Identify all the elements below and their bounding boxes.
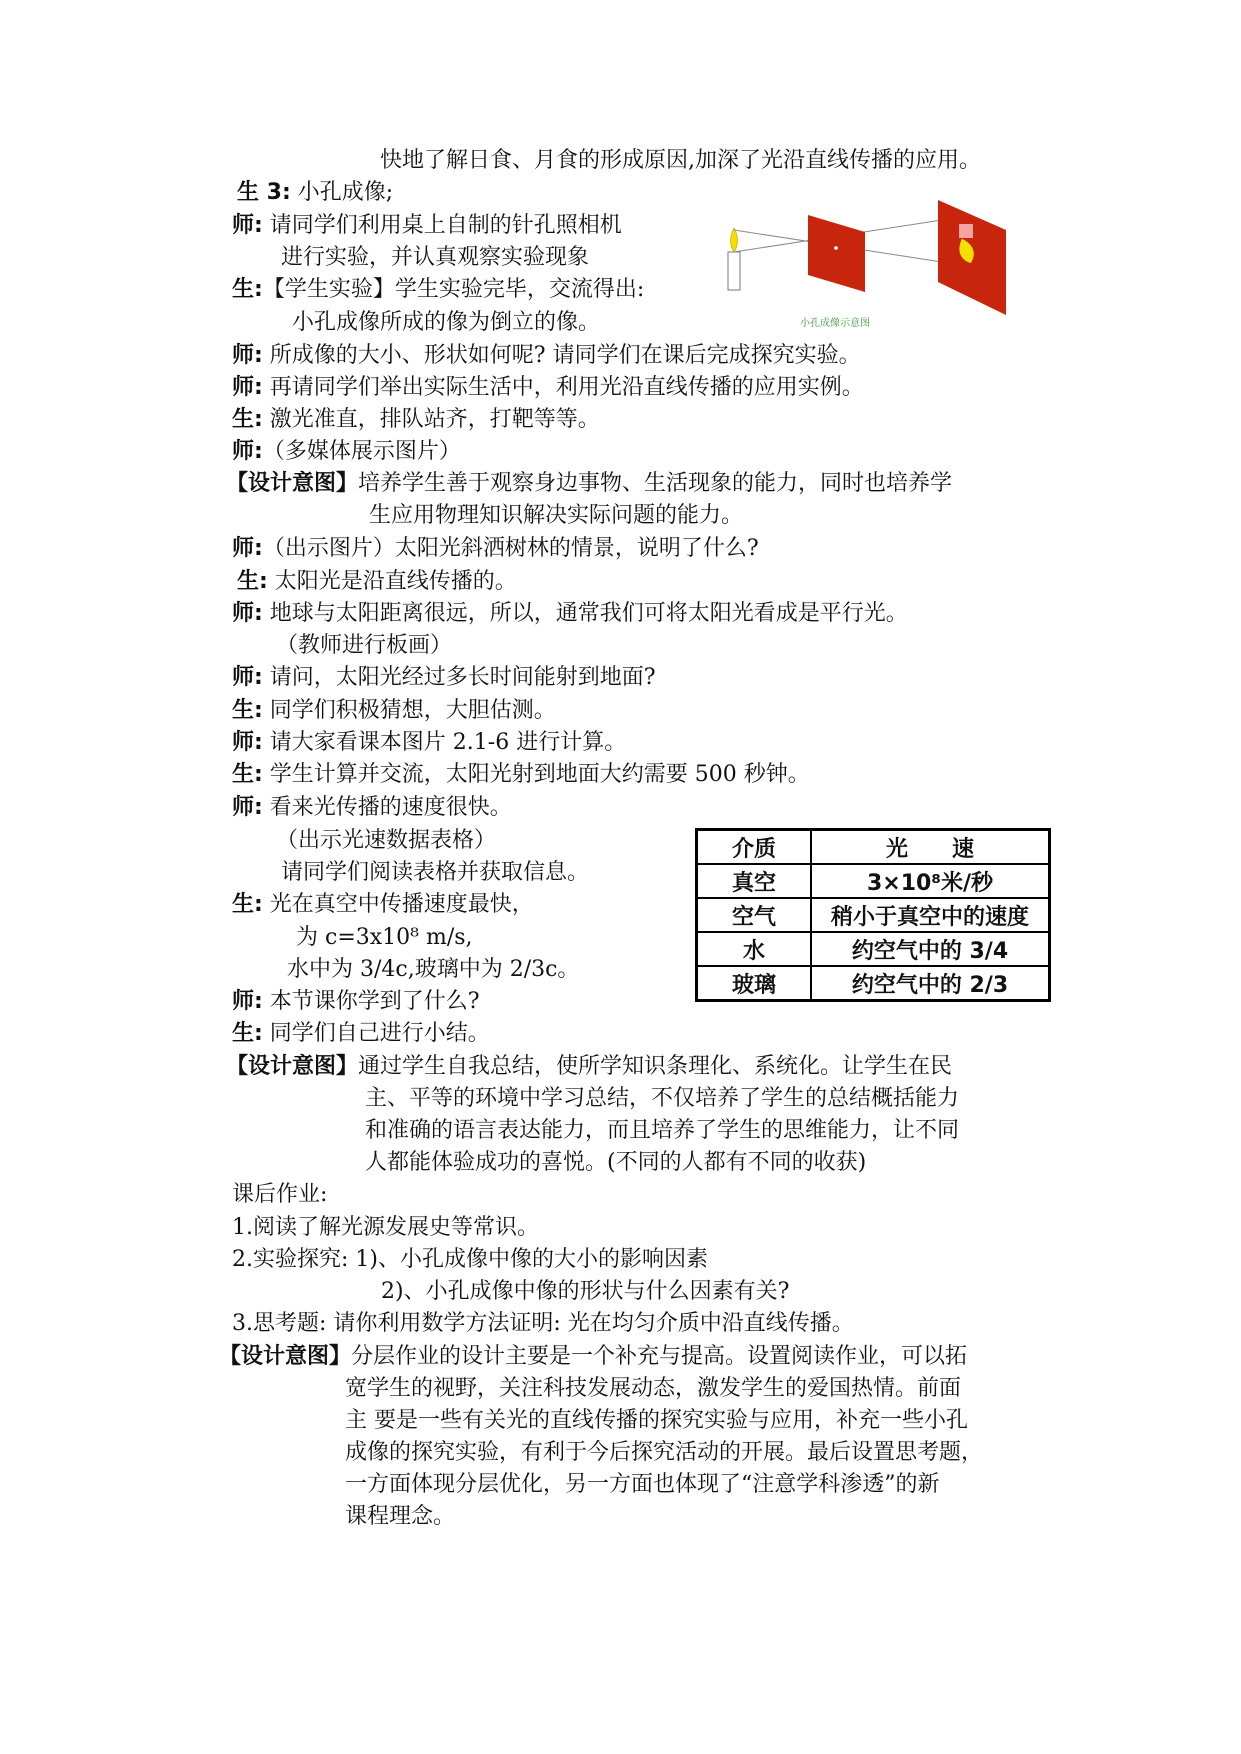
line-18: 师: 请大家看课本图片 2.1-6 进行计算。 — [232, 730, 627, 755]
speaker-label: 生: — [232, 892, 263, 917]
line-34: 2.实验探究: 1)、小孔成像中像的大小的影响因素 — [232, 1247, 708, 1272]
line-3: 进行实验，并认真观察实验现象 — [281, 245, 590, 270]
line-1: 生 3: 小孔成像; — [237, 180, 394, 205]
table-row — [697, 932, 1050, 966]
line-21: （出示光速数据表格） — [276, 828, 497, 853]
table-cell: 玻璃 — [697, 966, 812, 1001]
speaker-label: 生: — [232, 277, 263, 302]
table-row — [697, 898, 1050, 932]
line-13: 生: 太阳光是沿直线传播的。 — [237, 569, 517, 594]
table-header-cell: 介质 — [697, 830, 812, 865]
light-speed-table — [695, 828, 1051, 1002]
speaker-label: 师: — [232, 213, 263, 238]
table-row — [697, 864, 1050, 898]
speaker-label: 生: — [232, 762, 263, 787]
line-25: 水中为 3/4c,玻璃中为 2/3c。 — [287, 957, 580, 982]
speaker-label: 师: — [232, 343, 263, 368]
speaker-label: 生: — [232, 698, 263, 723]
line-4: 生:【学生实验】学生实验完毕，交流得出: — [232, 277, 645, 302]
line-28: 【设计意图】通过学生自我总结，使所学知识条理化、系统化。让学生在民 — [226, 1054, 953, 1079]
line-23: 生: 光在真空中传播速度最快， — [232, 892, 534, 917]
table-row — [697, 966, 1050, 1001]
table-cell: 空气 — [697, 898, 812, 932]
pinhole-imaging-figure — [720, 200, 1010, 330]
line-19: 生: 学生计算并交流，太阳光射到地面大约需要 500 秒钟。 — [232, 762, 810, 787]
line-29: 主、平等的环境中学习总结，不仅培养了学生的总结概括能力 — [365, 1086, 960, 1111]
line-36: 3.思考题: 请你利用数学方法证明: 光在均匀介质中沿直线传播。 — [232, 1311, 854, 1336]
line-39: 主 要是一些有关光的直线传播的探究实验与应用，补充一些小孔 — [345, 1408, 968, 1433]
line-20: 师: 看来光传播的速度很快。 — [232, 795, 512, 820]
line-17: 生: 同学们积极猜想，大胆估测。 — [232, 698, 556, 723]
table-cell: 3×10⁸米/秒 — [811, 864, 1050, 898]
design-intent-label: 【设计意图】 — [226, 1054, 359, 1079]
line-9: 师:（多媒体展示图片） — [232, 439, 461, 464]
line-0: 快地了解日食、月食的形成原因,加深了光沿直线传播的应用。 — [380, 148, 981, 173]
line-37: 【设计意图】分层作业的设计主要是一个补充与提高。设置阅读作业，可以拓 — [219, 1344, 968, 1369]
line-10: 【设计意图】培养学生善于观察身边事物、生活现象的能力，同时也培养学 — [226, 471, 953, 496]
pinhole-screen — [808, 215, 865, 292]
line-16: 师: 请问，太阳光经过多长时间能射到地面? — [232, 665, 656, 690]
speaker-label: 师: — [232, 730, 263, 755]
speaker-label: 生: — [232, 407, 263, 432]
speaker-label: 师: — [232, 375, 263, 400]
speaker-label: 师: — [232, 795, 263, 820]
line-41: 一方面体现分层优化，另一方面也体现了“注意学科渗透”的新 — [345, 1472, 940, 1497]
line-35: 2)、小孔成像中像的形状与什么因素有关? — [381, 1279, 790, 1304]
table-cell: 稍小于真空中的速度 — [811, 898, 1050, 932]
line-5: 小孔成像所成的像为倒立的像。 — [292, 310, 601, 335]
line-24: 为 c=3x10⁸ m/s, — [296, 925, 473, 950]
speaker-label: 师: — [232, 601, 263, 626]
design-intent-label: 【设计意图】 — [226, 471, 359, 496]
line-2: 师: 请同学们利用桌上自制的针孔照相机 — [232, 213, 622, 238]
line-27: 生: 同学们自己进行小结。 — [232, 1021, 490, 1046]
line-12: 师:（出示图片）太阳光斜洒树林的情景，说明了什么? — [232, 536, 759, 561]
line-38: 宽学生的视野，关注科技发展动态，激发学生的爱国热情。前面 — [345, 1376, 962, 1401]
table-cell: 约空气中的 2/3 — [811, 966, 1050, 1001]
line-8: 生: 激光准直，排队站齐，打靶等等。 — [232, 407, 600, 432]
line-32: 课后作业: — [232, 1182, 328, 1207]
line-26: 师: 本节课你学到了什么? — [232, 989, 480, 1014]
table-header-cell: 光 速 — [811, 830, 1050, 865]
table-cell: 水 — [697, 932, 812, 966]
table-cell: 真空 — [697, 864, 812, 898]
speaker-label: 生 3: — [237, 180, 291, 205]
line-42: 课程理念。 — [345, 1504, 456, 1529]
candle-icon — [728, 228, 740, 290]
table-cell: 约空气中的 3/4 — [811, 932, 1050, 966]
line-6: 师: 所成像的大小、形状如何呢? 请同学们在课后完成探究实验。 — [232, 343, 861, 368]
line-40: 成像的探究实验，有利于今后探究活动的开展。最后设置思考题， — [345, 1440, 984, 1465]
line-15: （教师进行板画） — [276, 633, 453, 658]
line-22: 请同学们阅读表格并获取信息。 — [281, 860, 590, 885]
line-31: 人都能体验成功的喜悦。(不同的人都有不同的收获) — [365, 1150, 867, 1175]
line-11: 生应用物理知识解决实际问题的能力。 — [369, 503, 744, 528]
figure-caption: 小孔成像示意图 — [800, 318, 870, 329]
speaker-label: 师: — [232, 989, 263, 1014]
speaker-label: 师: — [232, 536, 263, 561]
design-intent-label: 【设计意图】 — [219, 1344, 352, 1369]
line-7: 师: 再请同学们举出实际生活中，利用光沿直线传播的应用实例。 — [232, 375, 864, 400]
pinhole — [834, 246, 838, 250]
line-33: 1.阅读了解光源发展史等常识。 — [232, 1215, 539, 1240]
table-header-row — [697, 830, 1050, 865]
line-30: 和准确的语言表达能力，而且培养了学生的思维能力，让不同 — [365, 1118, 960, 1143]
line-14: 师: 地球与太阳距离很远，所以，通常我们可将太阳光看成是平行光。 — [232, 601, 908, 626]
speaker-label: 生: — [237, 569, 268, 594]
speaker-label: 生: — [232, 1021, 263, 1046]
speaker-label: 师: — [232, 439, 263, 464]
speaker-label: 师: — [232, 665, 263, 690]
